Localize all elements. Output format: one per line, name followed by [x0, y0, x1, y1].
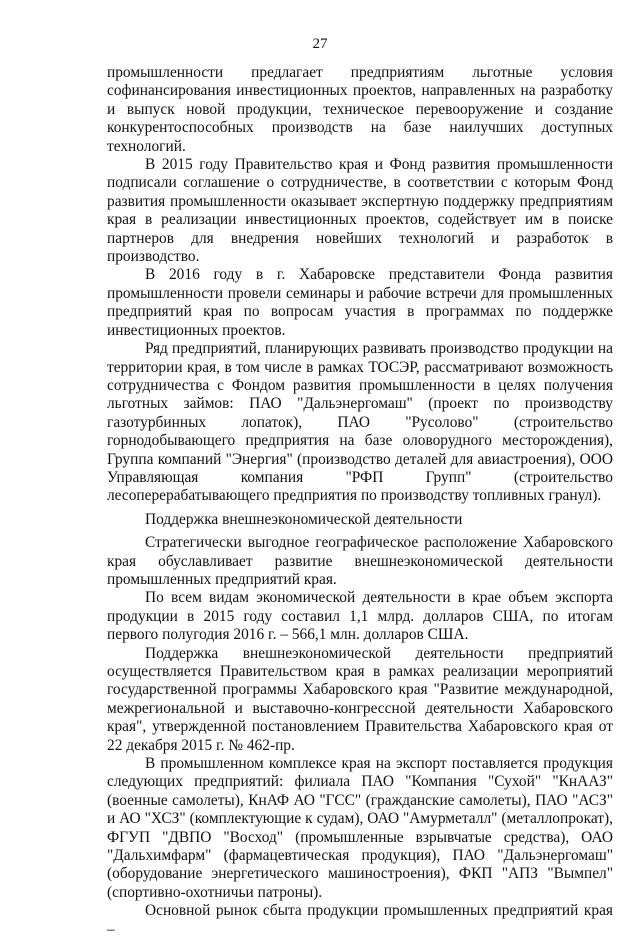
page-body — [107, 64, 613, 939]
paragraph-geographic-location: Стратегически выгодное географическое расположение Хабаровского края обуславливает развитие внешнеэкономической деятельности промышленных предприятий края. — [107, 534, 613, 588]
paragraph-export-enterprises: В промышленном комплексе края на экспорт поставляется продукция следующих предприятий: филиала ПАО "Компания "Сухой" "КнААЗ" (военные самолеты), КнАФ АО "ГСС" (гражданские самолеты), ПАО "АСЗ" и АО "ХСЗ" (комплектующие к судам), ОАО "Амурметалл" (металлопрокат), ФГУП "ДВПО "Восход" (промышленные взрывчатые средства), ОАО "Дальхимфарм" (фармацевтическая продукция), ПАО "Дальэнергомаш" (оборудование энергетического машиностроения), ФКП "АПЗ "Вымпел" (спортивно-охотничьи патроны). — [107, 755, 613, 901]
paragraph-export-volume: По всем видам экономической деятельности в крае объем экспорта продукции в 2015 году составил 1,1 млрд. долларов США, по итогам первого полугодия 2016 г. – 566,1 млн. долларов США. — [107, 589, 613, 644]
paragraph-industry-fund-conditions: промышленности предлагает предприятиям льготные условия софинансирования инвестиционных проектов, направленных на разработку и выпуск новой продукции, техническое перевооружение и создание конкурентоспособных производств на базе наилучших доступных технологий. — [107, 64, 613, 155]
paragraph-main-market: Основной рынок сбыта продукции промышленных предприятий края – — [107, 902, 613, 938]
page-number: 27 — [312, 36, 328, 52]
paragraph-state-program: Поддержка внешнеэкономической деятельности предприятий осуществляется Правительством края в рамках реализации мероприятий государственной программы Хабаровского края "Развитие международной, межрегиональной и выставочно-конгрессной деятельности Хабаровского края", утвержденной постановлением Правительства Хабаровского края от 22 декабря 2015 г. № 462-пр. — [107, 644, 613, 754]
section-heading-foreign-trade: Поддержка внешнеэкономической деятельности — [145, 510, 463, 528]
paragraph-2016-seminars: В 2016 году в г. Хабаровске представители Фонда развития промышленности провели семинары и рабочие встречи для промышленных предприятий края по вопросам участия в программах по поддержке инвестиционных проектов. — [107, 266, 613, 339]
paragraph-enterprises-loans: Ряд предприятий, планирующих развивать производство продукции на территории края, в том числе в рамках ТОСЭР, рассматривают возможность сотрудничества с Фондом развития промышленности в целях получения льготных займов: ПАО "Дальэнергомаш" (проект по производству газотурбинных лопаток), ПАО "Русолово" (строительство горнодобывающего предприятия на базе оловорудного месторождения), Группа компаний "Энергия" (производство деталей для авиастроения), ООО Управляющая компания "РФП Групп" (строительство лесоперерабатывающего предприятия по производству топливных гранул). — [107, 340, 613, 505]
paragraph-2015-agreement: В 2015 году Правительство края и Фонд развития промышленности подписали соглашение о сотрудничестве, в соответствии с которым Фонд развития промышленности оказывает экспертную поддержку предприятиям края в реализации инвестиционных проектов, содействует им в поиске партнеров для внедрения новейших технологий и разработок в производство. — [107, 156, 613, 266]
